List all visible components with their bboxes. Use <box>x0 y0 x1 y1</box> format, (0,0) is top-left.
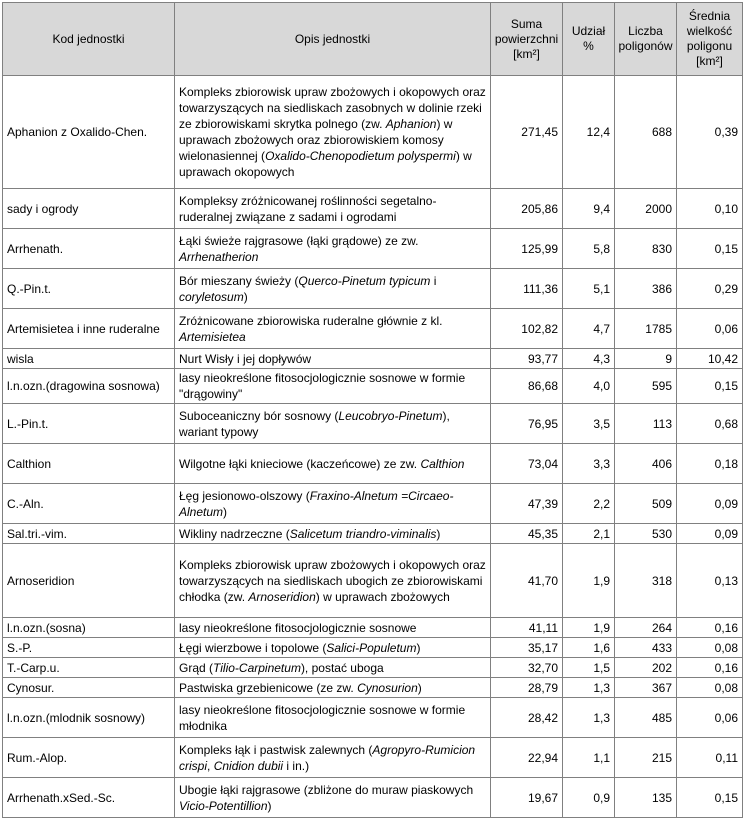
cell-polygon-count: 386 <box>615 269 677 309</box>
cell-code: Sal.tri.-vim. <box>3 524 175 544</box>
description-italic-segment: Arrhenatherion <box>179 249 259 264</box>
cell-share: 1,9 <box>563 618 615 638</box>
table-row <box>3 618 743 638</box>
table-row <box>3 678 743 698</box>
cell-area: 86,68 <box>491 369 563 404</box>
cell-polygon-count: 406 <box>615 444 677 484</box>
cell-code: S.-P. <box>3 638 175 658</box>
cell-code: L.-Pin.t. <box>3 404 175 444</box>
cell-description <box>175 229 491 269</box>
table-row <box>3 229 743 269</box>
table-row <box>3 349 743 369</box>
cell-avg-polygon-size: 0,06 <box>677 309 743 349</box>
cell-avg-polygon-size: 0,06 <box>677 698 743 738</box>
description-segment: Nurt Wisły i jej dopływów <box>179 351 312 366</box>
cell-description <box>175 524 491 544</box>
cell-area: 32,70 <box>491 658 563 678</box>
cell-description <box>175 269 491 309</box>
cell-code: Arnoseridion <box>3 544 175 618</box>
cell-area: 73,04 <box>491 444 563 484</box>
cell-description <box>175 738 491 778</box>
description-segment: lasy nieokreślone fitosocjologicznie sosnowe w formie "drągowiny" <box>179 371 466 401</box>
table-row <box>3 638 743 658</box>
cell-code: Rum.-Alop. <box>3 738 175 778</box>
table-row <box>3 778 743 818</box>
cell-description <box>175 678 491 698</box>
description-segment: ) <box>223 504 228 519</box>
description-segment: ), postać uboga <box>300 660 384 675</box>
cell-polygon-count: 135 <box>615 778 677 818</box>
cell-polygon-count: 264 <box>615 618 677 638</box>
cell-code: sady i ogrody <box>3 189 175 229</box>
cell-area: 125,99 <box>491 229 563 269</box>
description-segment: ) <box>267 798 272 813</box>
header-avg-polygon-size: Średnia wielkość poligonu [km²] <box>677 3 743 76</box>
cell-code: Q.-Pin.t. <box>3 269 175 309</box>
cell-share: 5,1 <box>563 269 615 309</box>
cell-area: 41,11 <box>491 618 563 638</box>
description-segment: Kompleksy zróżnicowanej roślinności segetalno-ruderalnej związane z sadami i ogrodami <box>179 193 437 224</box>
cell-avg-polygon-size: 0,29 <box>677 269 743 309</box>
cell-code: l.n.ozn.(sosna) <box>3 618 175 638</box>
cell-polygon-count: 202 <box>615 658 677 678</box>
table-row <box>3 524 743 544</box>
description-segment: ) w uprawach zbożowych oraz zbiorowiskiem komosy wielonasiennej ( <box>179 117 453 163</box>
table-row <box>3 369 743 404</box>
cell-description <box>175 309 491 349</box>
table-row <box>3 189 743 229</box>
table-row <box>3 444 743 484</box>
cell-share: 1,3 <box>563 678 615 698</box>
description-italic-segment: Querco-Pinetum typicum <box>298 273 431 288</box>
cell-avg-polygon-size: 0,15 <box>677 229 743 269</box>
cell-avg-polygon-size: 0,10 <box>677 189 743 229</box>
description-italic-segment: Salicetum triandro-viminalis <box>289 526 437 541</box>
cell-share: 1,3 <box>563 698 615 738</box>
cell-area: 41,70 <box>491 544 563 618</box>
table-row <box>3 544 743 618</box>
description-segment: Zróżnicowane zbiorowiska ruderalne głównie z kl. <box>179 313 443 328</box>
cell-polygon-count: 367 <box>615 678 677 698</box>
vegetation-units-table <box>2 2 743 818</box>
cell-code: l.n.ozn.(mlodnik sosnowy) <box>3 698 175 738</box>
cell-area: 22,94 <box>491 738 563 778</box>
cell-code: T.-Carp.u. <box>3 658 175 678</box>
description-italic-segment: Salici-Populetum <box>326 640 417 655</box>
description-italic-segment: Tilio-Carpinetum <box>213 660 301 675</box>
description-segment: lasy nieokreślone fitosocjologicznie sosnowe w formie młodnika <box>179 702 466 733</box>
description-italic-segment: Calthion <box>420 456 465 471</box>
description-italic-segment: Vicio-Potentillion <box>179 798 268 813</box>
description-segment: Łąki świeże rajgrasowe (łąki grądowe) ze zw. <box>179 233 419 248</box>
cell-area: 102,82 <box>491 309 563 349</box>
cell-code: Artemisietea i inne ruderalne <box>3 309 175 349</box>
description-segment: Łęgi wierzbowe i topolowe ( <box>179 640 327 655</box>
cell-polygon-count: 509 <box>615 484 677 524</box>
description-segment: Pastwiska grzebienicowe (ze zw. <box>179 680 358 695</box>
description-segment: Bór mieszany świeży ( <box>179 273 299 288</box>
table-row <box>3 76 743 189</box>
cell-share: 5,8 <box>563 229 615 269</box>
cell-description <box>175 349 491 369</box>
description-segment: ) w uprawach okopowych <box>179 149 472 179</box>
cell-share: 1,9 <box>563 544 615 618</box>
description-segment: ) <box>243 289 248 304</box>
cell-code: C.-Aln. <box>3 484 175 524</box>
description-italic-segment: Arnoseridion <box>248 589 316 604</box>
cell-description <box>175 404 491 444</box>
cell-code: Arrhenath.xSed.-Sc. <box>3 778 175 818</box>
cell-area: 93,77 <box>491 349 563 369</box>
description-italic-segment: Fraxino-Alnetum =Circaeo-Alnetum <box>179 488 454 519</box>
description-segment: ) w uprawach zbożowych <box>315 589 450 604</box>
cell-share: 1,5 <box>563 658 615 678</box>
cell-polygon-count: 9 <box>615 349 677 369</box>
cell-polygon-count: 688 <box>615 76 677 189</box>
description-segment: lasy nieokreślone fitosocjologicznie sosnowe <box>179 620 417 635</box>
cell-avg-polygon-size: 0,16 <box>677 618 743 638</box>
cell-description <box>175 76 491 189</box>
cell-polygon-count: 530 <box>615 524 677 544</box>
table-row <box>3 269 743 309</box>
cell-avg-polygon-size: 10,42 <box>677 349 743 369</box>
cell-area: 28,79 <box>491 678 563 698</box>
description-segment: Wilgotne łąki knieciowe (kaczeńcowe) ze zw. <box>179 456 421 471</box>
description-segment: Wikliny nadrzeczne ( <box>179 526 290 541</box>
header-code: Kod jednostki <box>3 3 175 76</box>
cell-share: 1,6 <box>563 638 615 658</box>
cell-share: 12,4 <box>563 76 615 189</box>
description-italic-segment: Artemisietea <box>179 329 246 344</box>
description-segment: Łęg jesionowo-olszowy ( <box>179 488 310 503</box>
table-row <box>3 309 743 349</box>
cell-avg-polygon-size: 0,15 <box>677 369 743 404</box>
header-polygon-count: Liczba poligonów <box>615 3 677 76</box>
description-italic-segment: Aphanion <box>385 117 437 131</box>
table-row <box>3 658 743 678</box>
description-segment: i in.) <box>283 758 310 773</box>
table-row <box>3 404 743 444</box>
cell-code: l.n.ozn.(dragowina sosnowa) <box>3 369 175 404</box>
cell-description <box>175 484 491 524</box>
cell-avg-polygon-size: 0,09 <box>677 484 743 524</box>
description-segment: , <box>207 758 214 773</box>
cell-description <box>175 698 491 738</box>
table-body <box>3 76 743 818</box>
cell-area: 19,67 <box>491 778 563 818</box>
cell-share: 1,1 <box>563 738 615 778</box>
cell-avg-polygon-size: 0,15 <box>677 778 743 818</box>
description-segment: i <box>430 273 437 288</box>
description-segment: Kompleks zbiorowisk upraw zbożowych i okopowych oraz towarzyszących na siedliskach zasobnych w dolinie rzeki ze zbiorowiskami skrytka polnego (zw. <box>179 85 486 131</box>
cell-description <box>175 778 491 818</box>
header-description: Opis jednostki <box>175 3 491 76</box>
description-italic-segment: Leucobryo-Pinetum <box>338 408 443 423</box>
cell-area: 35,17 <box>491 638 563 658</box>
table-row <box>3 698 743 738</box>
table-row <box>3 738 743 778</box>
description-italic-segment: coryletosum <box>179 289 244 304</box>
description-segment: ), wariant typowy <box>179 408 450 439</box>
cell-share: 2,1 <box>563 524 615 544</box>
cell-polygon-count: 2000 <box>615 189 677 229</box>
cell-polygon-count: 433 <box>615 638 677 658</box>
description-segment: Grąd ( <box>179 660 214 675</box>
description-italic-segment: Oxalido-Chenopodietum polyspermi <box>265 149 456 163</box>
cell-avg-polygon-size: 0,11 <box>677 738 743 778</box>
table-header-row <box>3 3 743 76</box>
cell-avg-polygon-size: 0,68 <box>677 404 743 444</box>
description-italic-segment: Cynosurion <box>357 680 418 695</box>
table-row <box>3 484 743 524</box>
cell-share: 2,2 <box>563 484 615 524</box>
description-italic-segment: Agropyro-Rumicion crispi <box>179 742 476 773</box>
description-segment: ) <box>416 640 421 655</box>
description-segment: Kompleks zbiorowisk upraw zbożowych i okopowych oraz towarzyszących na siedliskach ubogich ze zbiorowiskami chłodka (zw. <box>179 557 486 604</box>
cell-share: 3,3 <box>563 444 615 484</box>
description-segment: ) <box>417 680 422 695</box>
description-segment: ) <box>436 526 441 541</box>
header-area: Suma powierzchni [km²] <box>491 3 563 76</box>
cell-area: 111,36 <box>491 269 563 309</box>
cell-avg-polygon-size: 0,39 <box>677 76 743 189</box>
cell-polygon-count: 318 <box>615 544 677 618</box>
cell-code: Calthion <box>3 444 175 484</box>
cell-polygon-count: 113 <box>615 404 677 444</box>
cell-polygon-count: 830 <box>615 229 677 269</box>
cell-description <box>175 369 491 404</box>
cell-avg-polygon-size: 0,08 <box>677 638 743 658</box>
description-italic-segment: Cnidion dubii <box>213 758 284 773</box>
cell-area: 47,39 <box>491 484 563 524</box>
cell-polygon-count: 215 <box>615 738 677 778</box>
cell-code: wisla <box>3 349 175 369</box>
cell-avg-polygon-size: 0,08 <box>677 678 743 698</box>
cell-share: 4,3 <box>563 349 615 369</box>
cell-avg-polygon-size: 0,13 <box>677 544 743 618</box>
cell-code: Cynosur. <box>3 678 175 698</box>
cell-description <box>175 544 491 618</box>
cell-description <box>175 189 491 229</box>
cell-share: 0,9 <box>563 778 615 818</box>
cell-polygon-count: 485 <box>615 698 677 738</box>
description-segment: Kompleks łąk i pastwisk zalewnych ( <box>179 742 373 757</box>
cell-avg-polygon-size: 0,18 <box>677 444 743 484</box>
cell-area: 205,86 <box>491 189 563 229</box>
cell-area: 76,95 <box>491 404 563 444</box>
cell-code: Arrhenath. <box>3 229 175 269</box>
cell-description <box>175 444 491 484</box>
cell-share: 4,7 <box>563 309 615 349</box>
description-segment: Suboceaniczny bór sosnowy ( <box>179 408 339 423</box>
cell-description <box>175 658 491 678</box>
cell-area: 45,35 <box>491 524 563 544</box>
cell-share: 9,4 <box>563 189 615 229</box>
header-share: Udział % <box>563 3 615 76</box>
cell-avg-polygon-size: 0,09 <box>677 524 743 544</box>
cell-description <box>175 618 491 638</box>
cell-area: 271,45 <box>491 76 563 189</box>
cell-avg-polygon-size: 0,16 <box>677 658 743 678</box>
cell-polygon-count: 1785 <box>615 309 677 349</box>
cell-description <box>175 638 491 658</box>
cell-share: 3,5 <box>563 404 615 444</box>
cell-share: 4,0 <box>563 369 615 404</box>
cell-area: 28,42 <box>491 698 563 738</box>
description-segment: Ubogie łąki rajgrasowe (zbliżone do muraw piaskowych <box>179 782 474 797</box>
cell-code: Aphanion z Oxalido-Chen. <box>3 76 175 189</box>
cell-polygon-count: 595 <box>615 369 677 404</box>
